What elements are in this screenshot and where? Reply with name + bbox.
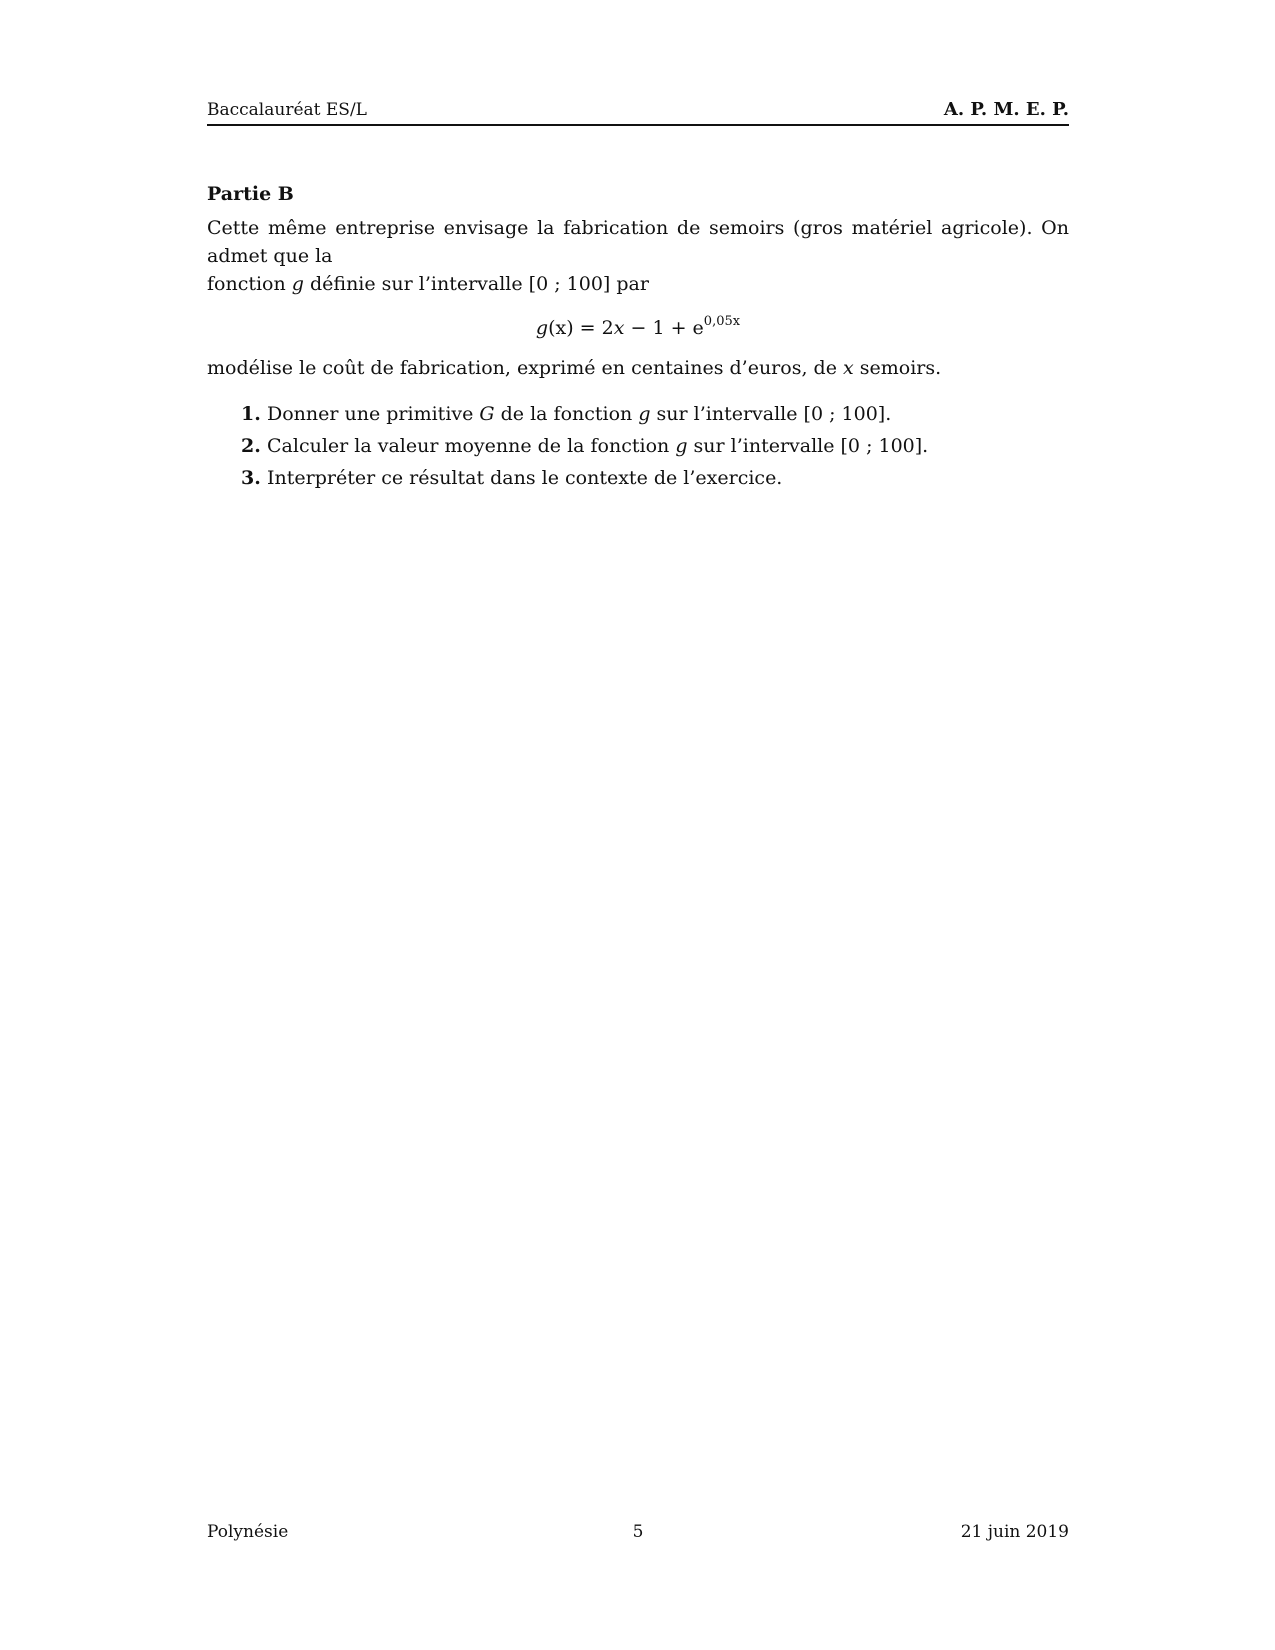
question-variable: g [675,435,688,457]
intro-paragraph [207,214,1069,298]
page-header [207,100,1069,126]
question-item [207,400,1069,428]
main-content [207,180,1069,496]
question-number: 2. [241,435,261,457]
formula-function-name: g [535,317,549,339]
intro-line-2-post: définie sur l’intervalle [0 ; 100] par [303,273,649,295]
question-item [207,464,1069,492]
function-formula [207,314,1069,342]
formula-exponent: 0,05x [703,314,741,329]
model-paragraph [207,354,1069,382]
footer-page-number: 5 [632,1522,644,1542]
header-publisher: A. P. M. E. P. [943,99,1069,120]
question-text: de la fonction [494,403,639,425]
formula-x: x [613,317,625,339]
question-number: 1. [241,403,261,425]
footer-date: 21 juin 2019 [960,1522,1069,1542]
question-text: Calculer la valeur moyenne de la fonction [267,435,676,457]
question-text: Interpréter ce résultat dans le contexte de l’exercice. [267,467,783,489]
question-variable: G [479,403,495,425]
header-exam-title: Baccalauréat ES/L [207,100,367,120]
question-number: 3. [241,467,261,489]
model-variable-x: x [842,357,854,379]
question-variable: g [638,403,651,425]
question-list [207,400,1069,492]
page-footer [207,1522,1069,1544]
formula-argument: (x) [548,317,574,339]
section-title: Partie B [207,183,294,205]
model-text-post: semoirs. [853,357,942,379]
question-item [207,432,1069,460]
footer-location: Polynésie [207,1522,289,1542]
intro-line-2-pre: fonction [207,273,292,295]
question-text: sur l’intervalle [0 ; 100]. [650,403,892,425]
formula-rest: − 1 + e [624,317,704,339]
intro-line-1: Cette même entreprise envisage la fabrication de semoirs (gros matériel agricole). On admet que la [207,217,1069,267]
model-text-pre: modélise le coût de fabrication, exprimé en centaines d’euros, de [207,357,843,379]
question-text: Donner une primitive [267,403,480,425]
question-text: sur l’intervalle [0 ; 100]. [687,435,929,457]
formula-equals-part: = 2 [573,317,614,339]
intro-variable-g: g [291,273,304,295]
